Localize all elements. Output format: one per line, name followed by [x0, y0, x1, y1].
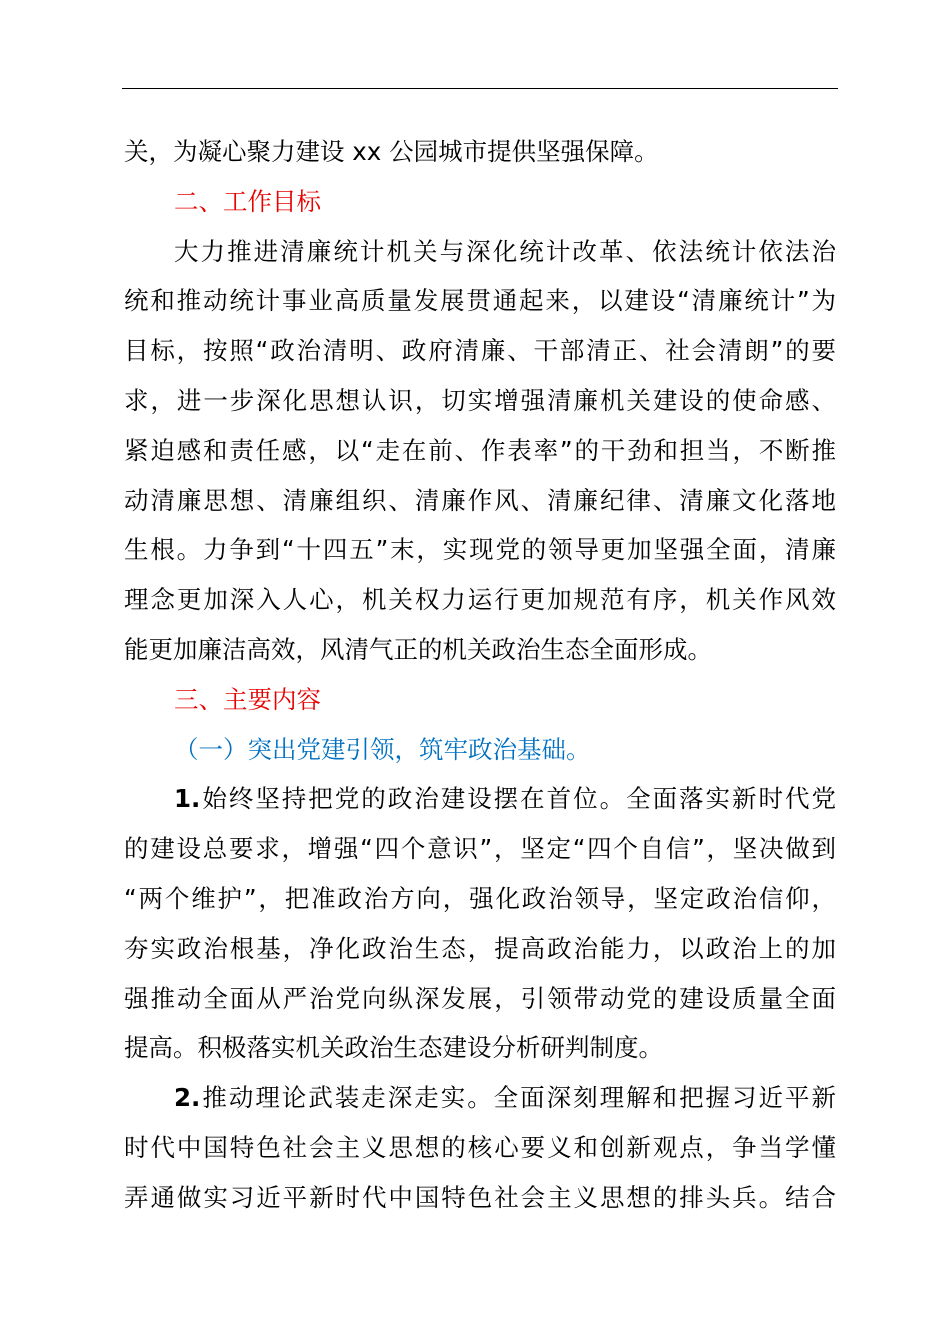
paragraph-line: “两个维护”，把准政治方向，强化政治领导，坚定政治信仰，: [124, 883, 836, 913]
item-2-first-line: [124, 1073, 836, 1123]
section-heading-main-content: 三、主要内容: [174, 684, 321, 714]
paragraph-line: 关，为凝心聚力建设 xx 公园城市提供坚强保障。: [124, 137, 659, 166]
paragraph-line: 的建设总要求，增强“四个意识”，坚定“四个自信”，坚决做到: [124, 834, 836, 864]
paragraph-line: 求，进一步深化思想认识，切实增强清廉机关建设的使命感、: [124, 385, 836, 415]
paragraph-line: 统和推动统计事业高质量发展贯通起来，以建设“清廉统计”为: [124, 286, 836, 316]
paragraph-line: 提高。积极落实机关政治生态建设分析研判制度。: [124, 1033, 663, 1063]
header-rule: [122, 88, 838, 89]
subsection-heading: （一）突出党建引领，筑牢政治基础。: [174, 734, 591, 764]
item-1-title-text: 始终坚持把党的政治建设摆在首位。全面落实新时代党: [200, 784, 836, 814]
section-heading-goals: 二、工作目标: [174, 186, 321, 216]
paragraph-line: 理念更加深入人心，机关权力运行更加规范有序，机关作风效: [124, 585, 836, 615]
paragraph-line: 时代中国特色社会主义思想的核心要义和创新观点，争当学懂: [124, 1132, 836, 1162]
document-body: [124, 127, 836, 1223]
paragraph-line: 生根。力争到“十四五”末，实现党的领导更加坚强全面，清廉: [124, 535, 836, 565]
paragraph-line: 夯实政治根基，净化政治生态，提高政治能力，以政治上的加: [124, 933, 836, 963]
paragraph-line: 强推动全面从严治党向纵深发展，引领带动党的建设质量全面: [124, 983, 836, 1013]
paragraph-line: 能更加廉洁高效，风清气正的机关政治生态全面形成。: [124, 634, 712, 664]
paragraph-line: 紧迫感和责任感，以“走在前、作表率”的干劲和担当，不断推: [124, 435, 836, 465]
item-2-title-text: 推动理论武装走深走实。全面深刻理解和把握习近平新: [200, 1083, 836, 1113]
item-1-first-line: [124, 774, 836, 824]
paragraph-line: 大力推进清廉统计机关与深化统计改革、依法统计依法治: [174, 236, 836, 266]
paragraph-line: 动清廉思想、清廉组织、清廉作风、清廉纪律、清廉文化落地: [124, 485, 836, 515]
paragraph-line: 目标，按照“政治清明、政府清廉、干部清正、社会清朗”的要: [124, 336, 836, 366]
item-1-number: 1.: [174, 784, 201, 814]
paragraph-line: 弄通做实习近平新时代中国特色社会主义思想的排头兵。结合: [124, 1182, 836, 1212]
item-2-number: 2.: [174, 1083, 201, 1113]
